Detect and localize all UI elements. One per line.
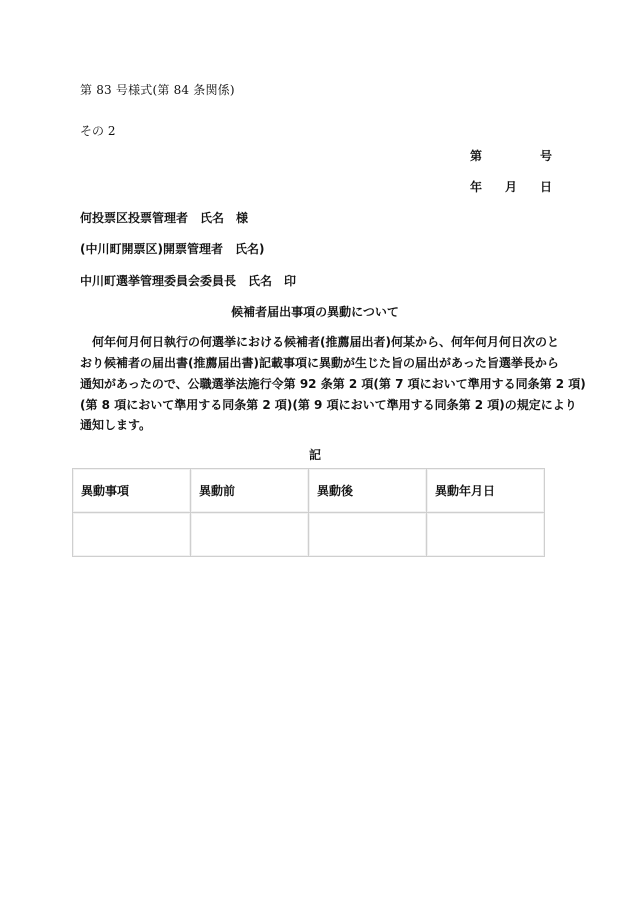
part-label: その 2 [80, 124, 116, 138]
ki-heading: 記 [308, 448, 321, 462]
table-cell [427, 513, 545, 557]
date-day: 日 [539, 180, 552, 194]
column-header-after: 異動後 [309, 469, 427, 513]
body-text-line: (第 8 項において準用する同条第 2 項)(第 9 項において準用する同条第 2 項)の規定により [80, 398, 577, 412]
number-prefix: 第 [470, 149, 483, 163]
addressee-voting-manager: 何投票区投票管理者 氏名 様 [80, 211, 249, 225]
number-suffix: 号 [539, 149, 552, 163]
body-text-line: 何年何月何日執行の何選挙における候補者(推薦届出者)何某から、何年何月何日次のと [80, 335, 559, 349]
body-text-line: おり候補者の届出書(推薦届出書)記載事項に異動が生じた旨の届出があった旨選挙長から [80, 356, 559, 370]
body-text-line: 通知します。 [80, 418, 152, 432]
date-month: 月 [504, 180, 517, 194]
table-cell [309, 513, 427, 557]
body-text-line: 通知があったので、公職選挙法施行令第 92 条第 2 項(第 7 項において準用する同条第 2 項) [80, 377, 586, 391]
document-title: 候補者届出事項の異動について [231, 305, 399, 319]
table-cell [191, 513, 309, 557]
addressee-counting-manager: (中川町開票区)開票管理者 氏名) [80, 242, 265, 256]
date-year: 年 [470, 180, 483, 194]
document-number [470, 147, 552, 164]
change-details-table [72, 468, 545, 557]
column-header-change-item: 異動事項 [73, 469, 191, 513]
column-header-before: 異動前 [191, 469, 309, 513]
table-cell [73, 513, 191, 557]
sender-line: 中川町選挙管理委員会委員長 氏名 印 [80, 274, 297, 288]
table-row [73, 513, 545, 557]
column-header-change-date: 異動年月日 [427, 469, 545, 513]
document-date [470, 178, 552, 195]
form-label: 第 83 号様式(第 84 条関係) [80, 83, 235, 97]
table-header-row [73, 469, 545, 513]
